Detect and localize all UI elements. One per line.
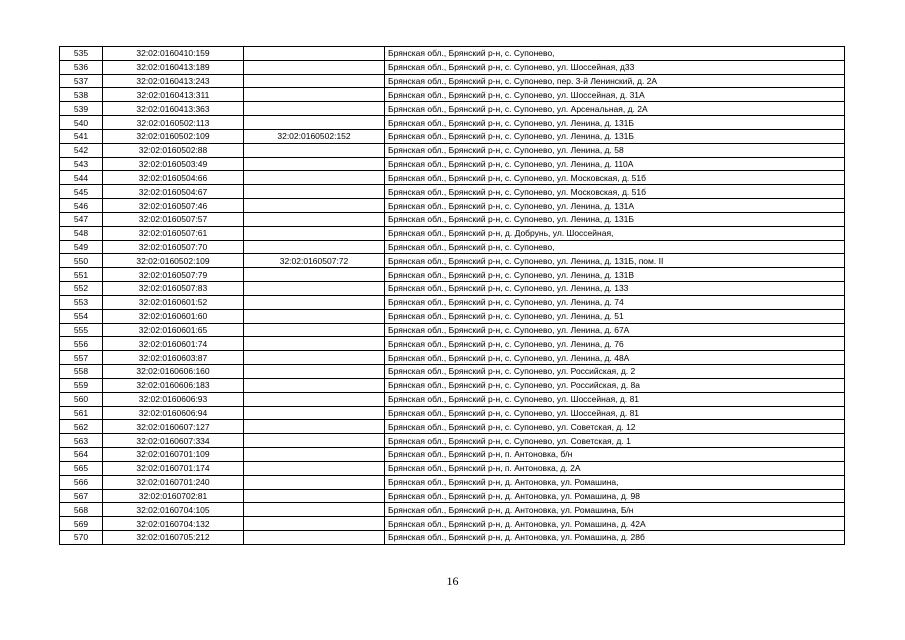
address-cell: Брянская обл., Брянский р-н, с. Супонево, ул. Российская, д. 8а	[385, 378, 845, 392]
row-number-cell: 540	[60, 116, 103, 130]
parent-cadastral-number-cell: 32:02:0160507:72	[244, 254, 385, 268]
address-cell: Брянская обл., Брянский р-н, д. Антоновка, ул. Ромашина, д. 28б	[385, 530, 845, 544]
cadastral-number-cell: 32:02:0160413:311	[103, 88, 244, 102]
parent-cadastral-number-cell	[244, 434, 385, 448]
table-row	[60, 530, 845, 544]
address-cell: Брянская обл., Брянский р-н, д. Антоновка, ул. Ромашина, Б/н	[385, 503, 845, 517]
table-row	[60, 254, 845, 268]
row-number-cell: 557	[60, 351, 103, 365]
row-number-cell: 558	[60, 365, 103, 379]
parent-cadastral-number-cell	[244, 475, 385, 489]
parent-cadastral-number-cell	[244, 226, 385, 240]
parent-cadastral-number-cell	[244, 240, 385, 254]
parent-cadastral-number-cell	[244, 60, 385, 74]
address-cell: Брянская обл., Брянский р-н, с. Супонево, ул. Шоссейная, д33	[385, 60, 845, 74]
parent-cadastral-number-cell	[244, 143, 385, 157]
row-number-cell: 536	[60, 60, 103, 74]
address-cell: Брянская обл., Брянский р-н, с. Супонево, ул. Ленина, д. 76	[385, 337, 845, 351]
table-row	[60, 212, 845, 226]
table-row	[60, 240, 845, 254]
cadastral-number-cell: 32:02:0160705:212	[103, 530, 244, 544]
table-row	[60, 47, 845, 61]
cadastral-number-cell: 32:02:0160701:240	[103, 475, 244, 489]
address-cell: Брянская обл., Брянский р-н, с. Супонево, ул. Московская, д. 51б	[385, 171, 845, 185]
row-number-cell: 550	[60, 254, 103, 268]
parent-cadastral-number-cell	[244, 420, 385, 434]
row-number-cell: 541	[60, 129, 103, 143]
cadastral-number-cell: 32:02:0160601:74	[103, 337, 244, 351]
parent-cadastral-number-cell	[244, 448, 385, 462]
parent-cadastral-number-cell	[244, 199, 385, 213]
table-row	[60, 171, 845, 185]
parent-cadastral-number-cell	[244, 461, 385, 475]
cadastral-number-cell: 32:02:0160701:174	[103, 461, 244, 475]
table-row	[60, 116, 845, 130]
row-number-cell: 537	[60, 74, 103, 88]
row-number-cell: 564	[60, 448, 103, 462]
table-row	[60, 517, 845, 531]
cadastral-number-cell: 32:02:0160413:189	[103, 60, 244, 74]
parent-cadastral-number-cell	[244, 157, 385, 171]
row-number-cell: 567	[60, 489, 103, 503]
cadastral-number-cell: 32:02:0160601:60	[103, 309, 244, 323]
cadastral-number-cell: 32:02:0160704:132	[103, 517, 244, 531]
address-cell: Брянская обл., Брянский р-н, д. Антоновка, ул. Ромашина, д. 42А	[385, 517, 845, 531]
row-number-cell: 554	[60, 309, 103, 323]
row-number-cell: 556	[60, 337, 103, 351]
address-cell: Брянская обл., Брянский р-н, с. Супонево, ул. Ленина, д. 51	[385, 309, 845, 323]
row-number-cell: 547	[60, 212, 103, 226]
address-cell: Брянская обл., Брянский р-н, с. Супонево, ул. Ленина, д. 133	[385, 282, 845, 296]
address-cell: Брянская обл., Брянский р-н, с. Супонево, ул. Советская, д. 12	[385, 420, 845, 434]
parent-cadastral-number-cell	[244, 392, 385, 406]
table-row	[60, 295, 845, 309]
cadastral-number-cell: 32:02:0160502:88	[103, 143, 244, 157]
cadastral-number-cell: 32:02:0160507:79	[103, 268, 244, 282]
table-row	[60, 157, 845, 171]
parent-cadastral-number-cell	[244, 406, 385, 420]
parent-cadastral-number-cell	[244, 309, 385, 323]
parent-cadastral-number-cell	[244, 102, 385, 116]
table-row	[60, 448, 845, 462]
table-row	[60, 378, 845, 392]
table-row	[60, 406, 845, 420]
table-row	[60, 102, 845, 116]
table-row	[60, 60, 845, 74]
cadastral-number-cell: 32:02:0160606:94	[103, 406, 244, 420]
row-number-cell: 553	[60, 295, 103, 309]
row-number-cell: 546	[60, 199, 103, 213]
row-number-cell: 549	[60, 240, 103, 254]
parent-cadastral-number-cell	[244, 74, 385, 88]
address-cell: Брянская обл., Брянский р-н, с. Супонево, ул. Ленина, д. 131Б, пом. II	[385, 254, 845, 268]
row-number-cell: 538	[60, 88, 103, 102]
table-row	[60, 503, 845, 517]
table-row	[60, 489, 845, 503]
cadastral-number-cell: 32:02:0160601:65	[103, 323, 244, 337]
row-number-cell: 555	[60, 323, 103, 337]
row-number-cell: 542	[60, 143, 103, 157]
parent-cadastral-number-cell	[244, 212, 385, 226]
parent-cadastral-number-cell	[244, 337, 385, 351]
row-number-cell: 565	[60, 461, 103, 475]
row-number-cell: 545	[60, 185, 103, 199]
address-cell: Брянская обл., Брянский р-н, с. Супонево, ул. Российская, д. 2	[385, 365, 845, 379]
cadastral-number-cell: 32:02:0160601:52	[103, 295, 244, 309]
cadastral-number-cell: 32:02:0160507:57	[103, 212, 244, 226]
address-cell: Брянская обл., Брянский р-н, с. Супонево, ул. Ленина, д. 58	[385, 143, 845, 157]
cadastral-number-cell: 32:02:0160507:46	[103, 199, 244, 213]
parent-cadastral-number-cell	[244, 268, 385, 282]
cadastral-number-cell: 32:02:0160502:109	[103, 254, 244, 268]
row-number-cell: 569	[60, 517, 103, 531]
parent-cadastral-number-cell	[244, 530, 385, 544]
cadastral-number-cell: 32:02:0160606:183	[103, 378, 244, 392]
table-row	[60, 88, 845, 102]
cadastral-number-cell: 32:02:0160502:113	[103, 116, 244, 130]
parent-cadastral-number-cell: 32:02:0160502:152	[244, 129, 385, 143]
cadastral-number-cell: 32:02:0160606:160	[103, 365, 244, 379]
row-number-cell: 561	[60, 406, 103, 420]
cadastral-number-cell: 32:02:0160410:159	[103, 47, 244, 61]
parent-cadastral-number-cell	[244, 295, 385, 309]
cadastral-number-cell: 32:02:0160413:243	[103, 74, 244, 88]
cadastral-number-cell: 32:02:0160504:67	[103, 185, 244, 199]
cadastral-number-cell: 32:02:0160413:363	[103, 102, 244, 116]
row-number-cell: 566	[60, 475, 103, 489]
table-row	[60, 475, 845, 489]
row-number-cell: 548	[60, 226, 103, 240]
parent-cadastral-number-cell	[244, 282, 385, 296]
table-row	[60, 337, 845, 351]
table-row	[60, 143, 845, 157]
table-row	[60, 199, 845, 213]
address-cell: Брянская обл., Брянский р-н, с. Супонево, ул. Шоссейная, д. 81	[385, 392, 845, 406]
table-row	[60, 185, 845, 199]
table-row	[60, 392, 845, 406]
address-cell: Брянская обл., Брянский р-н, с. Супонево, ул. Ленина, д. 110А	[385, 157, 845, 171]
cadastral-number-cell: 32:02:0160606:93	[103, 392, 244, 406]
address-cell: Брянская обл., Брянский р-н, с. Супонево, ул. Ленина, д. 48А	[385, 351, 845, 365]
row-number-cell: 551	[60, 268, 103, 282]
row-number-cell: 552	[60, 282, 103, 296]
address-cell: Брянская обл., Брянский р-н, п. Антоновка, б/н	[385, 448, 845, 462]
address-cell: Брянская обл., Брянский р-н, с. Супонево, пер. 3-й Ленинский, д. 2А	[385, 74, 845, 88]
row-number-cell: 560	[60, 392, 103, 406]
cadastral-table	[59, 46, 845, 545]
address-cell: Брянская обл., Брянский р-н, с. Супонево,	[385, 47, 845, 61]
address-cell: Брянская обл., Брянский р-н, с. Супонево, ул. Ленина, д. 131А	[385, 199, 845, 213]
table-row	[60, 323, 845, 337]
cadastral-number-cell: 32:02:0160603:87	[103, 351, 244, 365]
cadastral-number-cell: 32:02:0160607:127	[103, 420, 244, 434]
address-cell: Брянская обл., Брянский р-н, с. Супонево, ул. Советская, д. 1	[385, 434, 845, 448]
cadastral-number-cell: 32:02:0160607:334	[103, 434, 244, 448]
parent-cadastral-number-cell	[244, 489, 385, 503]
cadastral-number-cell: 32:02:0160503:49	[103, 157, 244, 171]
table-row	[60, 351, 845, 365]
address-cell: Брянская обл., Брянский р-н, с. Супонево, ул. Ленина, д. 131Б	[385, 116, 845, 130]
table-row	[60, 309, 845, 323]
row-number-cell: 535	[60, 47, 103, 61]
parent-cadastral-number-cell	[244, 517, 385, 531]
address-cell: Брянская обл., Брянский р-н, с. Супонево, ул. Шоссейная, д. 31А	[385, 88, 845, 102]
parent-cadastral-number-cell	[244, 503, 385, 517]
cadastral-number-cell: 32:02:0160502:109	[103, 129, 244, 143]
cadastral-number-cell: 32:02:0160702:81	[103, 489, 244, 503]
row-number-cell: 543	[60, 157, 103, 171]
parent-cadastral-number-cell	[244, 47, 385, 61]
cadastral-number-cell: 32:02:0160507:83	[103, 282, 244, 296]
table-row	[60, 282, 845, 296]
cadastral-number-cell: 32:02:0160507:70	[103, 240, 244, 254]
parent-cadastral-number-cell	[244, 323, 385, 337]
address-cell: Брянская обл., Брянский р-н, с. Супонево, ул. Ленина, д. 67А	[385, 323, 845, 337]
parent-cadastral-number-cell	[244, 378, 385, 392]
table-row	[60, 74, 845, 88]
table-row	[60, 420, 845, 434]
address-cell: Брянская обл., Брянский р-н, д. Добрунь, ул. Шоссейная,	[385, 226, 845, 240]
address-cell: Брянская обл., Брянский р-н, с. Супонево, ул. Ленина, д. 131В	[385, 268, 845, 282]
parent-cadastral-number-cell	[244, 185, 385, 199]
parent-cadastral-number-cell	[244, 171, 385, 185]
cadastral-number-cell: 32:02:0160504:66	[103, 171, 244, 185]
row-number-cell: 559	[60, 378, 103, 392]
address-cell: Брянская обл., Брянский р-н, с. Супонево, ул. Арсенальная, д. 2А	[385, 102, 845, 116]
table-row	[60, 461, 845, 475]
parent-cadastral-number-cell	[244, 88, 385, 102]
address-cell: Брянская обл., Брянский р-н, с. Супонево, ул. Шоссейная, д. 81	[385, 406, 845, 420]
table-row	[60, 365, 845, 379]
parent-cadastral-number-cell	[244, 365, 385, 379]
parent-cadastral-number-cell	[244, 116, 385, 130]
cadastral-number-cell: 32:02:0160701:109	[103, 448, 244, 462]
table-row	[60, 268, 845, 282]
address-cell: Брянская обл., Брянский р-н, д. Антоновка, ул. Ромашина, д. 98	[385, 489, 845, 503]
address-cell: Брянская обл., Брянский р-н, с. Супонево,	[385, 240, 845, 254]
address-cell: Брянская обл., Брянский р-н, с. Супонево, ул. Московская, д. 51б	[385, 185, 845, 199]
table-row	[60, 226, 845, 240]
page-number: 16	[446, 574, 459, 588]
address-cell: Брянская обл., Брянский р-н, с. Супонево, ул. Ленина, д. 74	[385, 295, 845, 309]
parent-cadastral-number-cell	[244, 351, 385, 365]
table-row	[60, 434, 845, 448]
address-cell: Брянская обл., Брянский р-н, с. Супонево, ул. Ленина, д. 131Б	[385, 212, 845, 226]
cadastral-number-cell: 32:02:0160507:61	[103, 226, 244, 240]
row-number-cell: 562	[60, 420, 103, 434]
table-row	[60, 129, 845, 143]
address-cell: Брянская обл., Брянский р-н, п. Антоновка, д. 2А	[385, 461, 845, 475]
row-number-cell: 563	[60, 434, 103, 448]
address-cell: Брянская обл., Брянский р-н, с. Супонево, ул. Ленина, д. 131Б	[385, 129, 845, 143]
address-cell: Брянская обл., Брянский р-н, д. Антоновка, ул. Ромашина,	[385, 475, 845, 489]
cadastral-table-body	[60, 47, 845, 545]
row-number-cell: 544	[60, 171, 103, 185]
row-number-cell: 568	[60, 503, 103, 517]
cadastral-number-cell: 32:02:0160704:105	[103, 503, 244, 517]
row-number-cell: 539	[60, 102, 103, 116]
row-number-cell: 570	[60, 530, 103, 544]
